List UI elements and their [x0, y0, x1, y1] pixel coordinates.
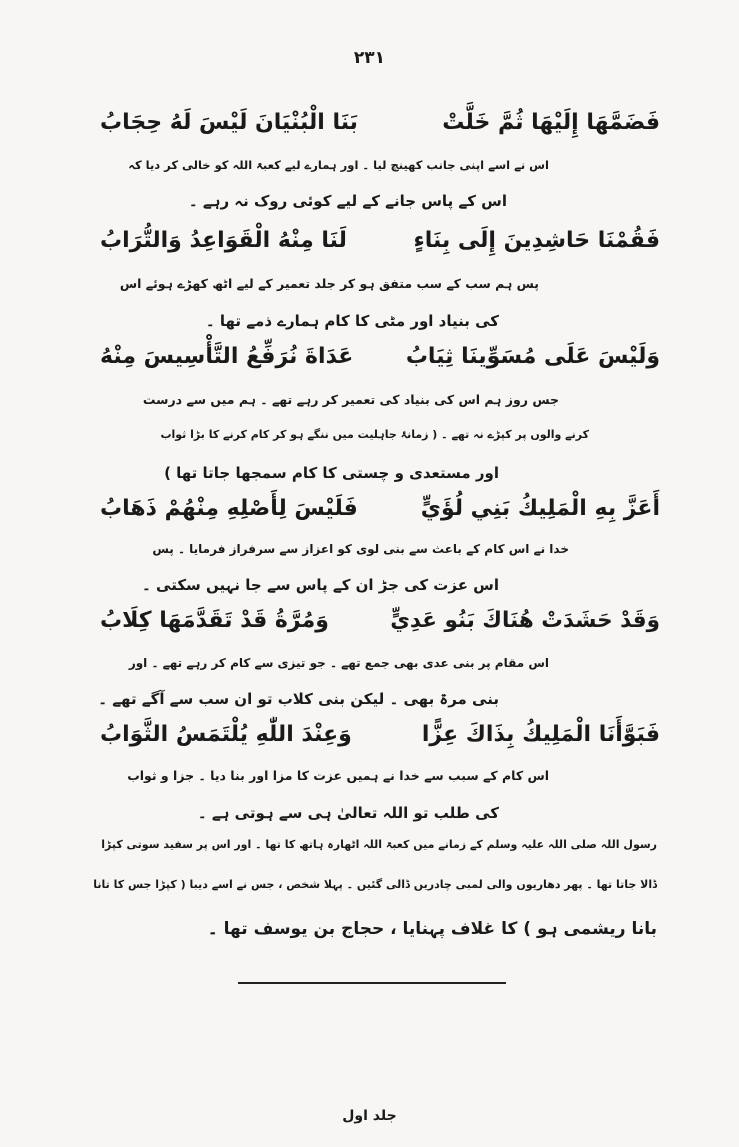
hemistich-1: فَضَمَّهَا إِلَيْهَا ثُمَّ خَلَّتْ — [442, 110, 660, 135]
translation-line: جس روز ہم اس کی بنیاد کی تعمیر کر رہے تھے ۔ ہم میں سے درست — [142, 392, 559, 407]
translation-line: پس ہم سب کے سب متفق ہو کر جلد تعمیر کے لیے اٹھ کھڑے ہوئے اس — [119, 276, 539, 291]
hemistich-1: فَقُمْنَا حَاشِدِينَ إِلَى بِنَاءٍ — [413, 228, 660, 253]
translation-line: کی طلب تو اللہ تعالیٰ ہی سے ہوتی ہے ۔ — [197, 804, 499, 822]
hemistich-1: وَلَيْسَ عَلَى مُسَوِّينَا ثِيَابُ — [405, 344, 660, 369]
paragraph-line: رسول اللہ صلی اللہ علیہ وسلم کے زمانے میں کعبۃ اللہ اٹھارہ ہاتھ کا تھا ۔ اور اس پر سفید سوتی کپڑا — [101, 838, 657, 851]
page-number: ٢٣١ — [353, 48, 386, 68]
paragraph-line: بانا ریشمی ہو ) کا غلاف پہنایا ، حجاج بن یوسف تھا ۔ — [207, 919, 657, 939]
hemistich-2: وَمُرَّةُ قَدْ تَقَدَّمَهَا كِلَابُ — [100, 608, 329, 633]
translation-line: اس عزت کی جڑ ان کے پاس سے جا نہیں سکتی ۔ — [142, 576, 499, 594]
couplet-6 — [100, 722, 660, 756]
hemistich-2: عَدَاةَ نُرَفِّعُ التَّأْسِيسَ مِنْهُ — [100, 344, 354, 369]
translation-line: بنی مرۃ بھی ۔ لیکن بنی کلاب تو ان سب سے آگے تھے ۔ — [98, 690, 499, 708]
couplet-3 — [100, 344, 660, 378]
couplet-4 — [100, 496, 660, 530]
translation-line: خدا نے اس کام کے باعث سے بنی لوی کو اعزاز سے سرفراز فرمایا ۔ پس — [152, 542, 569, 556]
translation-line: اس نے اسے اپنی جانب کھینچ لیا ۔ اور ہمارے لیے کعبۃ اللہ کو خالی کر دیا کہ — [128, 158, 549, 172]
translation-line: کی بنیاد اور مٹی کا کام ہمارے ذمے تھا ۔ — [205, 312, 499, 330]
hemistich-2: لَنَا مِنْهُ الْقَوَاعِدُ وَالتُّرَابُ — [100, 228, 347, 253]
hemistich-2: بَنَا الْبُنْيَانَ لَيْسَ لَهُ حِجَابُ — [100, 110, 358, 135]
translation-line: کرنے والوں پر کپڑے نہ تھے ۔ ( زمانۂ جاہلیت میں ننگے ہو کر کام کرنے کا بڑا ثواب — [160, 428, 589, 441]
separator-rule — [238, 982, 506, 984]
hemistich-1: فَبَوَّأَنَا الْمَلِيكُ بِذَاكَ عِزًّا — [421, 722, 660, 747]
translation-line: اس کام کے سبب سے خدا نے ہمیں عزت کا مزا اور بنا دیا ۔ جزا و ثواب — [127, 768, 549, 783]
volume-footer: جلد اول — [342, 1108, 397, 1124]
paragraph-line: ڈالا جاتا تھا ۔ پھر دھاریوں والی لمبی چادریں ڈالی گئیں ۔ پہلا شخص ، جس نے اسے دیبا ( کپڑا جس کا تانا — [93, 878, 657, 891]
hemistich-2: وَعِنْدَ اللّٰهِ يُلْتَمَسُ الثَّوَابُ — [100, 722, 352, 747]
hemistich-1: أَعَزَّ بِهِ الْمَلِيكُ بَنِي لُؤَيٍّ — [420, 496, 660, 521]
couplet-5 — [100, 608, 660, 642]
translation-line: اس مقام پر بنی عدی بھی جمع تھے ۔ جو تیزی سے کام کر رہے تھے ۔ اور — [128, 656, 549, 670]
couplet-2 — [100, 228, 660, 262]
translation-line: اور مستعدی و چستی کا کام سمجھا جاتا تھا ) — [164, 464, 499, 482]
hemistich-2: فَلَيْسَ لِأَصْلِهِ مِنْهُمْ ذَهَابُ — [100, 496, 358, 521]
translation-line: اس کے پاس جانے کے لیے کوئی روک نہ رہے ۔ — [188, 192, 507, 210]
hemistich-1: وَقَدْ حَشَدَتْ هُنَاكَ بَنُو عَدِيٍّ — [390, 608, 660, 633]
couplet-1 — [100, 110, 660, 144]
